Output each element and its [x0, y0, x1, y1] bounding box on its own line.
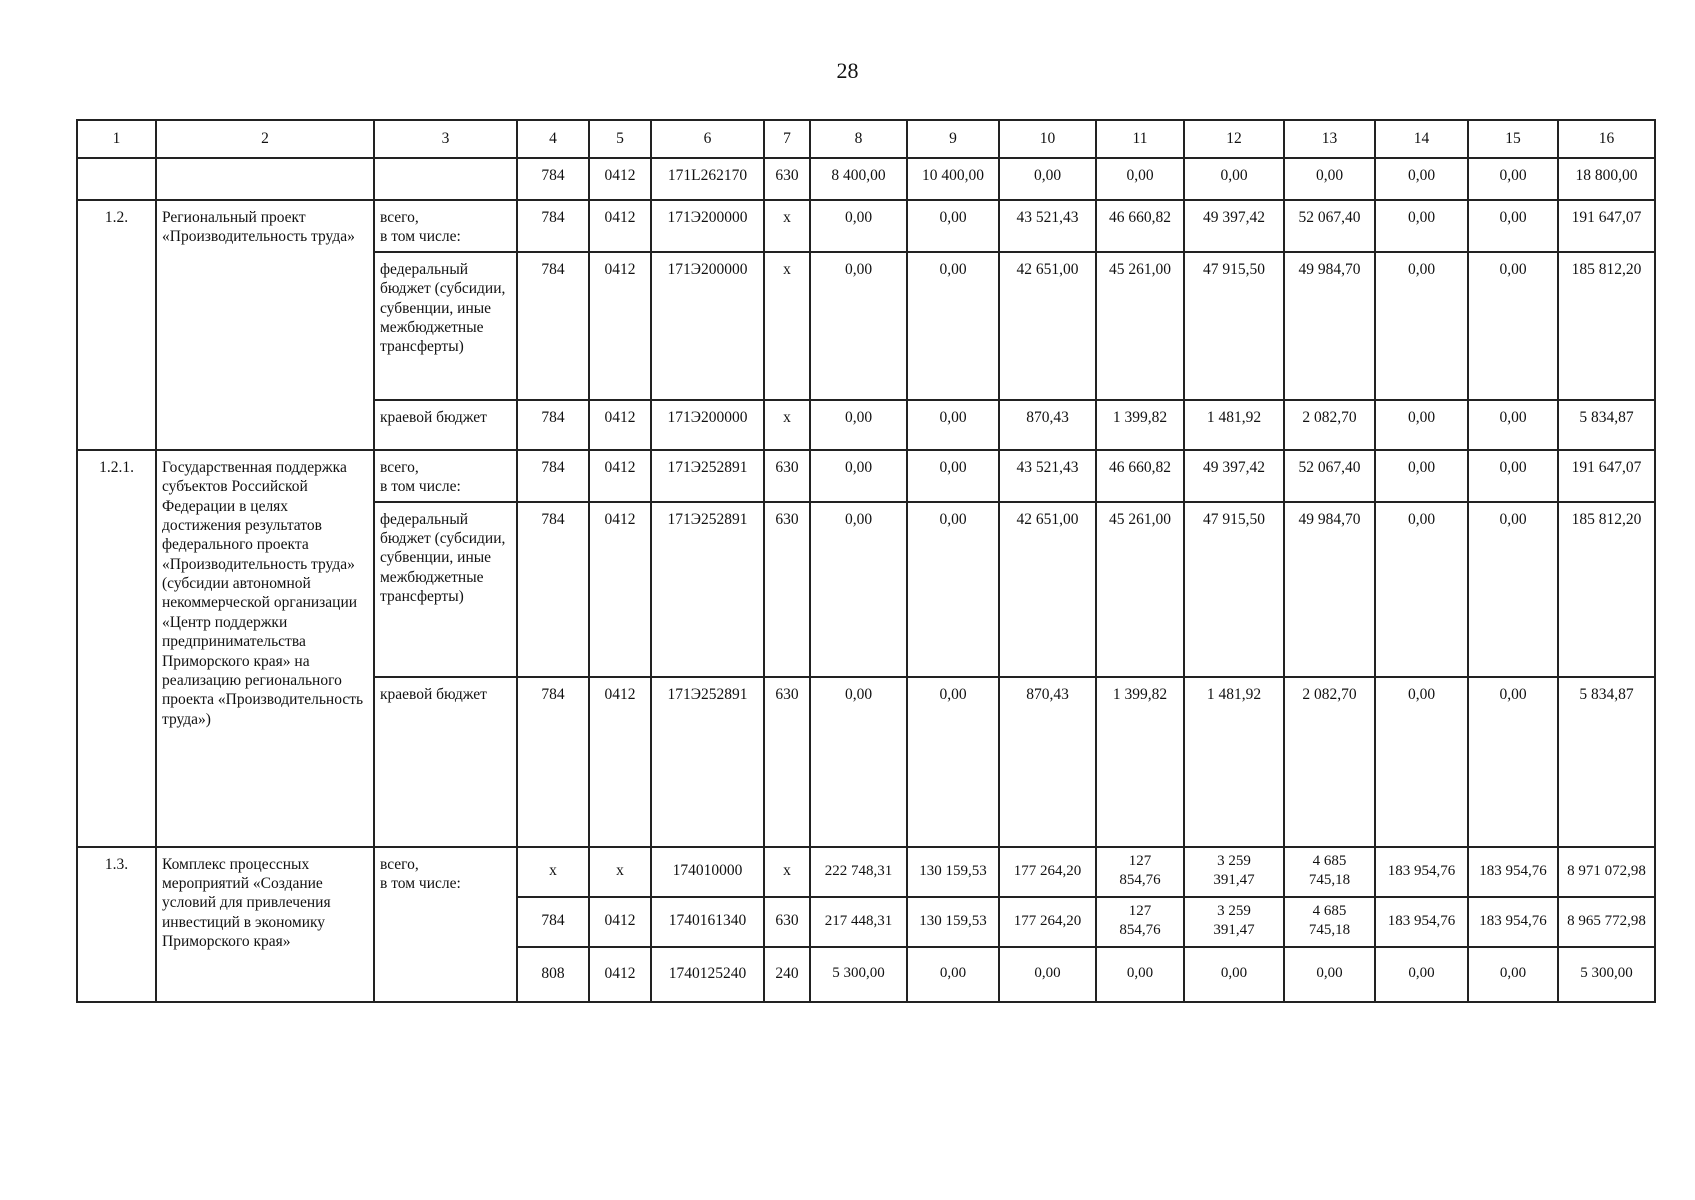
cell-amount-col-8: 222 748,31	[810, 847, 907, 897]
table-body	[77, 120, 1655, 1002]
cell-amount-col-13: 52 067,40	[1284, 450, 1375, 502]
cell-amount-col-13: 52 067,40	[1284, 200, 1375, 252]
cell-amount-col-14: 0,00	[1375, 400, 1468, 450]
cell-amount-col-11: 0,00	[1096, 158, 1184, 200]
cell-amount-col-8: 0,00	[810, 450, 907, 502]
column-number-header: 6	[651, 120, 764, 158]
cell-amount-col-12: 1 481,92	[1184, 677, 1284, 847]
cell-admin-code: 808	[517, 947, 589, 1002]
cell-amount-col-16: 8 965 772,98	[1558, 897, 1655, 947]
group-1-2-1-name: Государственная поддержка субъектов Российской Федерации в целях достижения результатов федерального проекта «Производительность труда» (субсидии автономной некоммерческой организации «Центр поддержки предпринимательства Приморского края» на реализацию регионального проекта «Производительность труда»)	[156, 450, 374, 847]
column-number-header: 11	[1096, 120, 1184, 158]
cell-amount-col-12: 3 259 391,47	[1184, 897, 1284, 947]
cell-amount-col-10: 43 521,43	[999, 200, 1096, 252]
cell-amount-col-10: 177 264,20	[999, 897, 1096, 947]
cell-section-code: 0412	[589, 947, 651, 1002]
cell-amount-col-12: 47 915,50	[1184, 502, 1284, 677]
cell-target-code: 171Э200000	[651, 200, 764, 252]
cell-amount-col-9: 0,00	[907, 947, 999, 1002]
cell-amount-col-15: 0,00	[1468, 158, 1558, 200]
cell-admin-code: x	[517, 847, 589, 897]
cell-admin-code: 784	[517, 502, 589, 677]
cell-amount-col-12: 3 259 391,47	[1184, 847, 1284, 897]
cell-amount-col-15: 183 954,76	[1468, 847, 1558, 897]
cell-amount-col-16: 185 812,20	[1558, 502, 1655, 677]
cell-amount-col-15: 0,00	[1468, 450, 1558, 502]
cell-amount-col-16: 8 971 072,98	[1558, 847, 1655, 897]
cell-amount-col-14: 183 954,76	[1375, 847, 1468, 897]
cell-admin-code: 784	[517, 252, 589, 400]
cell-amount-col-13: 0,00	[1284, 158, 1375, 200]
cell-section-code: 0412	[589, 677, 651, 847]
cell-amount-col-8: 0,00	[810, 677, 907, 847]
cell-amount-col-9: 0,00	[907, 252, 999, 400]
cell-amount-col-9: 0,00	[907, 450, 999, 502]
cell-target-code: 171Э200000	[651, 252, 764, 400]
cell-amount-col-8: 217 448,31	[810, 897, 907, 947]
column-number-header: 10	[999, 120, 1096, 158]
cell-funding-source: всего, в том числе:	[374, 847, 517, 1002]
cell-amount-col-14: 183 954,76	[1375, 897, 1468, 947]
cell-amount-col-10: 177 264,20	[999, 847, 1096, 897]
cell-admin-code: 784	[517, 450, 589, 502]
cell-funding-source: всего, в том числе:	[374, 450, 517, 502]
column-number-header: 15	[1468, 120, 1558, 158]
cell-amount-col-15: 183 954,76	[1468, 897, 1558, 947]
group-1-2-1-number: 1.2.1.	[77, 450, 156, 847]
cell-admin-code: 784	[517, 400, 589, 450]
cell-amount-col-13: 2 082,70	[1284, 677, 1375, 847]
cell-target-code: 1740161340	[651, 897, 764, 947]
cell-expense-type: 630	[764, 450, 810, 502]
cell-amount-col-16: 191 647,07	[1558, 200, 1655, 252]
cell-amount-col-13: 49 984,70	[1284, 502, 1375, 677]
column-number-header: 5	[589, 120, 651, 158]
cell-amount-col-15: 0,00	[1468, 947, 1558, 1002]
cell-amount-col-8: 5 300,00	[810, 947, 907, 1002]
cell-amount-col-13: 0,00	[1284, 947, 1375, 1002]
cell-empty	[374, 158, 517, 200]
cell-amount-col-10: 870,43	[999, 677, 1096, 847]
column-number-header: 3	[374, 120, 517, 158]
cell-section-code: 0412	[589, 502, 651, 677]
cell-amount-col-12: 49 397,42	[1184, 450, 1284, 502]
cell-target-code: 1740125240	[651, 947, 764, 1002]
cell-target-code: 171Э252891	[651, 502, 764, 677]
cell-amount-col-14: 0,00	[1375, 677, 1468, 847]
cell-funding-source: федеральный бюджет (субсидии, субвенции, иные межбюджетные трансферты)	[374, 252, 517, 400]
table-row	[77, 158, 1655, 200]
budget-table	[76, 119, 1656, 1003]
cell-amount-col-14: 0,00	[1375, 252, 1468, 400]
cell-target-code: 174010000	[651, 847, 764, 897]
column-number-row	[77, 120, 1655, 158]
cell-amount-col-8: 0,00	[810, 200, 907, 252]
cell-amount-col-10: 870,43	[999, 400, 1096, 450]
cell-amount-col-11: 127 854,76	[1096, 897, 1184, 947]
cell-amount-col-9: 10 400,00	[907, 158, 999, 200]
cell-section-code: 0412	[589, 450, 651, 502]
cell-section-code: 0412	[589, 158, 651, 200]
cell-amount-col-14: 0,00	[1375, 947, 1468, 1002]
column-number-header: 8	[810, 120, 907, 158]
cell-amount-col-8: 0,00	[810, 502, 907, 677]
cell-amount-col-9: 0,00	[907, 400, 999, 450]
cell-amount-col-16: 185 812,20	[1558, 252, 1655, 400]
cell-amount-col-9: 130 159,53	[907, 847, 999, 897]
cell-expense-type: 240	[764, 947, 810, 1002]
cell-expense-type: x	[764, 400, 810, 450]
column-number-header: 13	[1284, 120, 1375, 158]
group-1-3-number: 1.3.	[77, 847, 156, 1002]
cell-funding-source: краевой бюджет	[374, 400, 517, 450]
cell-admin-code: 784	[517, 897, 589, 947]
cell-amount-col-12: 49 397,42	[1184, 200, 1284, 252]
cell-funding-source: краевой бюджет	[374, 677, 517, 847]
cell-amount-col-15: 0,00	[1468, 400, 1558, 450]
cell-amount-col-15: 0,00	[1468, 677, 1558, 847]
cell-amount-col-8: 0,00	[810, 400, 907, 450]
cell-amount-col-8: 0,00	[810, 252, 907, 400]
cell-amount-col-10: 42 651,00	[999, 252, 1096, 400]
cell-amount-col-12: 1 481,92	[1184, 400, 1284, 450]
cell-amount-col-9: 130 159,53	[907, 897, 999, 947]
cell-funding-source: федеральный бюджет (субсидии, субвенции, иные межбюджетные трансферты)	[374, 502, 517, 677]
cell-amount-col-13: 4 685 745,18	[1284, 897, 1375, 947]
cell-funding-source: всего, в том числе:	[374, 200, 517, 252]
cell-amount-col-16: 5 834,87	[1558, 677, 1655, 847]
group-1-2-row	[77, 200, 1655, 252]
cell-amount-col-10: 0,00	[999, 947, 1096, 1002]
group-1-2-number: 1.2.	[77, 200, 156, 450]
cell-expense-type: 630	[764, 158, 810, 200]
cell-amount-col-13: 49 984,70	[1284, 252, 1375, 400]
cell-target-code: 171Э252891	[651, 677, 764, 847]
cell-amount-col-11: 0,00	[1096, 947, 1184, 1002]
group-1-3-name: Комплекс процессных мероприятий «Создание условий для привлечения инвестиций в экономику Приморского края»	[156, 847, 374, 1002]
cell-section-code: 0412	[589, 200, 651, 252]
column-number-header: 16	[1558, 120, 1655, 158]
cell-amount-col-11: 45 261,00	[1096, 252, 1184, 400]
cell-amount-col-14: 0,00	[1375, 502, 1468, 677]
cell-amount-col-11: 46 660,82	[1096, 200, 1184, 252]
cell-admin-code: 784	[517, 677, 589, 847]
cell-amount-col-12: 0,00	[1184, 158, 1284, 200]
group-1-2-name: Региональный проект «Производительность труда»	[156, 200, 374, 450]
cell-amount-col-16: 191 647,07	[1558, 450, 1655, 502]
cell-expense-type: x	[764, 252, 810, 400]
cell-empty	[156, 158, 374, 200]
cell-expense-type: 630	[764, 677, 810, 847]
cell-amount-col-12: 0,00	[1184, 947, 1284, 1002]
cell-amount-col-10: 0,00	[999, 158, 1096, 200]
cell-amount-col-9: 0,00	[907, 200, 999, 252]
cell-section-code: 0412	[589, 897, 651, 947]
cell-amount-col-11: 46 660,82	[1096, 450, 1184, 502]
cell-target-code: 171L262170	[651, 158, 764, 200]
cell-amount-col-9: 0,00	[907, 502, 999, 677]
cell-admin-code: 784	[517, 158, 589, 200]
column-number-header: 14	[1375, 120, 1468, 158]
cell-amount-col-15: 0,00	[1468, 252, 1558, 400]
cell-section-code: x	[589, 847, 651, 897]
cell-amount-col-16: 5 300,00	[1558, 947, 1655, 1002]
cell-target-code: 171Э252891	[651, 450, 764, 502]
cell-expense-type: x	[764, 847, 810, 897]
cell-amount-col-10: 43 521,43	[999, 450, 1096, 502]
cell-expense-type: 630	[764, 897, 810, 947]
cell-amount-col-11: 45 261,00	[1096, 502, 1184, 677]
cell-amount-col-11: 1 399,82	[1096, 400, 1184, 450]
cell-amount-col-16: 18 800,00	[1558, 158, 1655, 200]
column-number-header: 12	[1184, 120, 1284, 158]
column-number-header: 1	[77, 120, 156, 158]
cell-amount-col-15: 0,00	[1468, 200, 1558, 252]
column-number-header: 7	[764, 120, 810, 158]
cell-amount-col-13: 4 685 745,18	[1284, 847, 1375, 897]
column-number-header: 2	[156, 120, 374, 158]
cell-amount-col-13: 2 082,70	[1284, 400, 1375, 450]
cell-amount-col-8: 8 400,00	[810, 158, 907, 200]
cell-amount-col-14: 0,00	[1375, 158, 1468, 200]
group-1-2-1-row	[77, 450, 1655, 502]
cell-amount-col-11: 1 399,82	[1096, 677, 1184, 847]
cell-expense-type: 630	[764, 502, 810, 677]
column-number-header: 9	[907, 120, 999, 158]
cell-amount-col-12: 47 915,50	[1184, 252, 1284, 400]
cell-expense-type: x	[764, 200, 810, 252]
cell-empty	[77, 158, 156, 200]
cell-amount-col-11: 127 854,76	[1096, 847, 1184, 897]
cell-amount-col-14: 0,00	[1375, 450, 1468, 502]
page-number: 28	[836, 58, 859, 83]
cell-admin-code: 784	[517, 200, 589, 252]
cell-section-code: 0412	[589, 252, 651, 400]
cell-amount-col-9: 0,00	[907, 677, 999, 847]
column-number-header: 4	[517, 120, 589, 158]
cell-amount-col-16: 5 834,87	[1558, 400, 1655, 450]
cell-amount-col-14: 0,00	[1375, 200, 1468, 252]
cell-amount-col-15: 0,00	[1468, 502, 1558, 677]
cell-target-code: 171Э200000	[651, 400, 764, 450]
cell-amount-col-10: 42 651,00	[999, 502, 1096, 677]
cell-section-code: 0412	[589, 400, 651, 450]
group-1-3-row	[77, 847, 1655, 897]
